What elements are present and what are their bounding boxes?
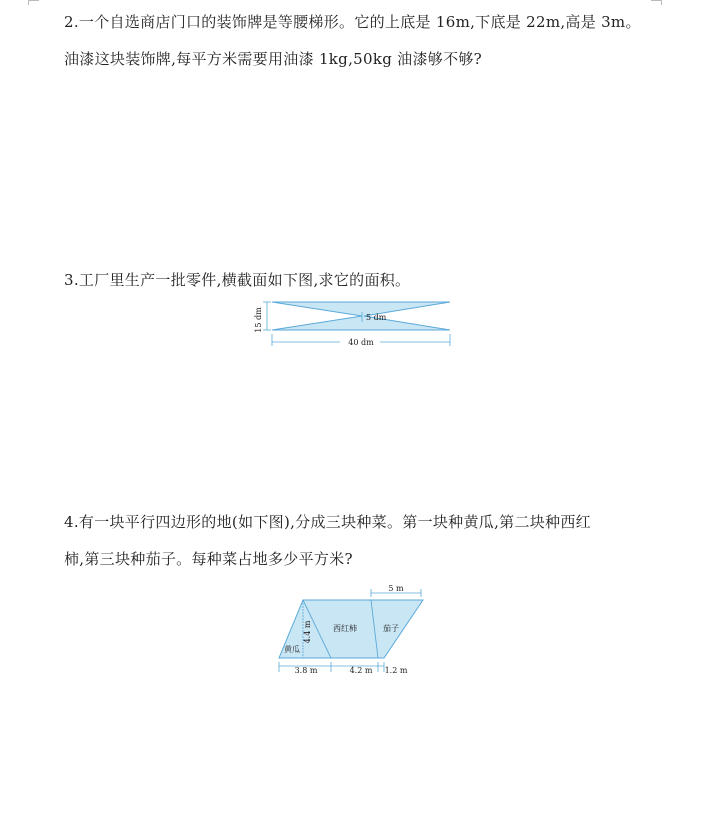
page-corner-mark-right [651,0,662,5]
length-dimension-label: 40 dm [348,338,374,347]
region-eggplant-label: 茄子 [383,624,399,633]
bottom-dimension-label-3: 1.2 m [384,666,408,675]
bottom-dimension-label-2: 4.2 m [349,666,373,675]
problem-4-line-1: 4.有一块平行四边形的地(如下图),分成三块种菜。第一块种黄瓜,第二块种西红 [64,513,591,531]
problem-4-line-2: 柿,第三块种茄子。每种菜占地多少平方米? [64,550,353,568]
middle-dimension-label: 5 dm [366,313,387,322]
region-tomato-label: 西红柿 [333,624,357,633]
top-dimension-label: 5 m [388,584,404,593]
problem-2-line-2: 油漆这块装饰牌,每平方米需要用油漆 1kg,50kg 油漆够不够? [64,50,483,68]
region-cucumber-label: 黄瓜 [284,645,300,654]
problem-3-line-1: 3.工厂里生产一批零件,横截面如下图,求它的面积。 [64,271,411,289]
height-label: 4.4 m [303,620,312,644]
bowtie-shape [272,302,450,330]
bowtie-figure [248,298,463,350]
height-dimension-label: 15 dm [254,307,263,333]
parallelogram-figure [270,580,440,680]
page-corner-mark-left [28,0,39,5]
problem-2-line-1: 2.一个自选商店门口的装饰牌是等腰梯形。它的上底是 16m,下底是 22m,高是 3m。 [64,13,641,31]
bottom-dimension-label-1: 3.8 m [294,666,318,675]
